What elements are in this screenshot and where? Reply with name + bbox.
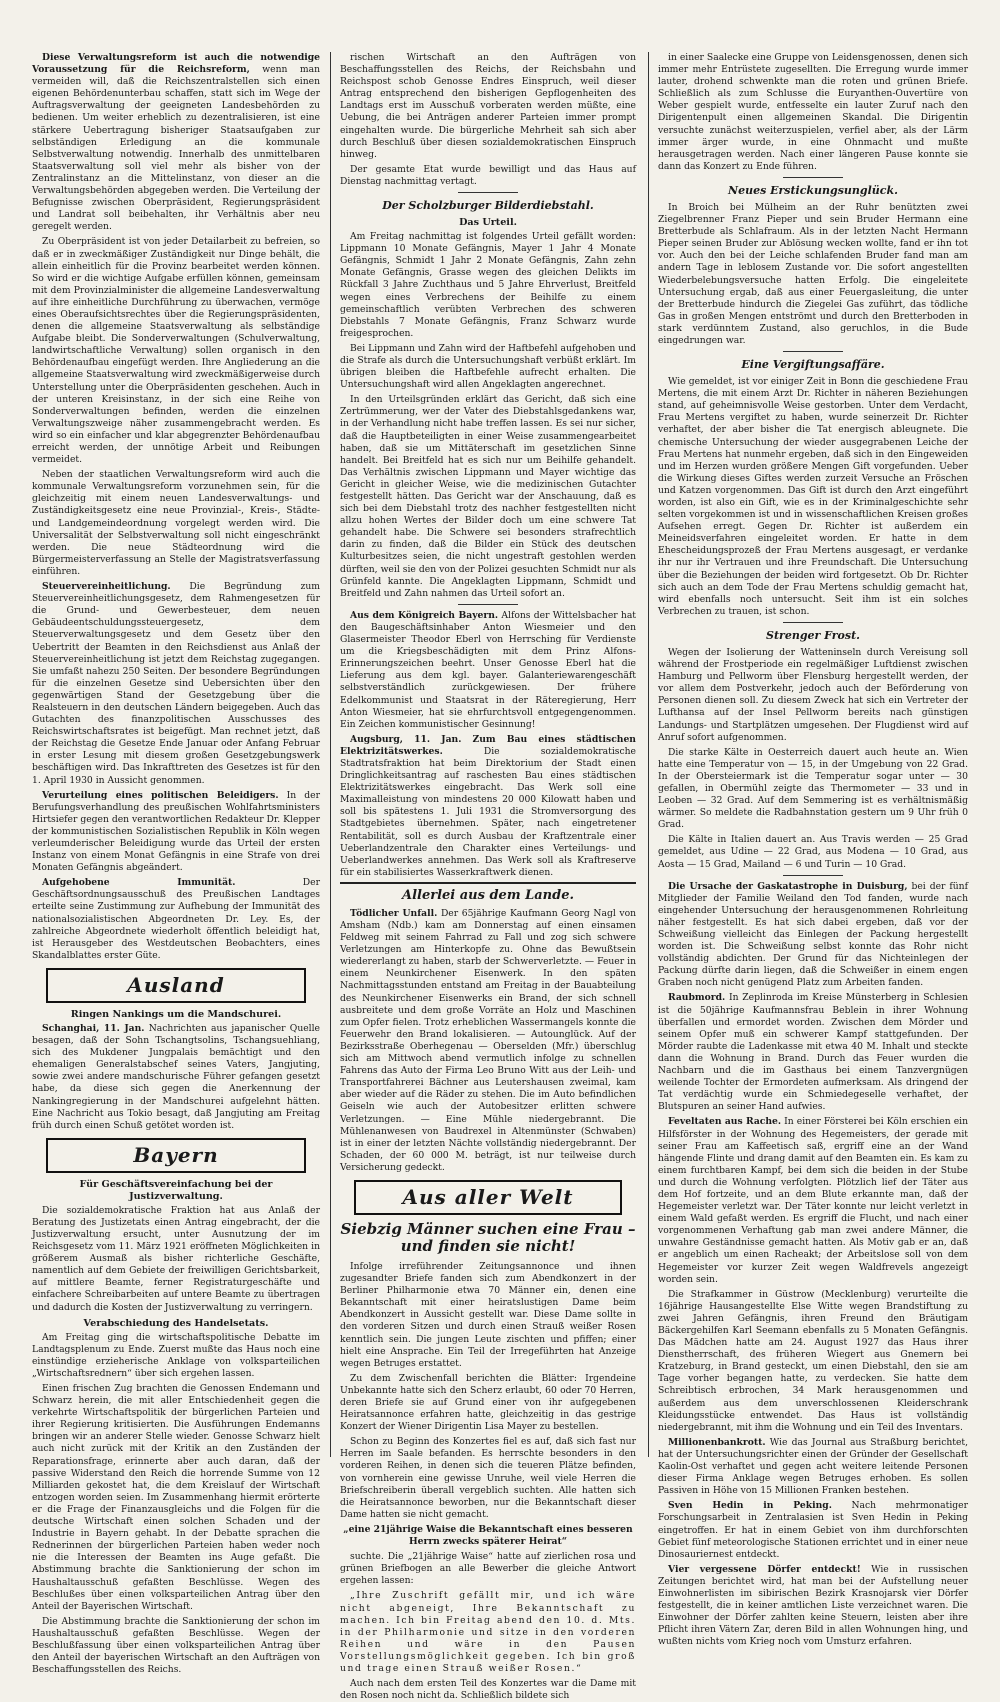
paragraph: Am Freitag ging die wirtschaftspolitische Debatte im Landtagsplenum zu Ende. Zuerst mußte das Haus noch eine einstündige erzieherische Anklage von volksparteilichen „Wirtschaftsrednern“ über sich ergehen lassen.	[32, 1331, 320, 1379]
column-middle	[340, 52, 637, 1702]
paragraph: suchte. Die „21jährige Waise“ hatte auf zierlichen rosa und grünen Briefbogen an alle Bewerber die gleiche Antwort ergehen lassen:	[340, 1551, 636, 1587]
article-headline: Neues Erstickungsunglück.	[728, 183, 898, 197]
article-headline: Ringen Nankings um die Mandschurei.	[70, 1008, 282, 1020]
divider	[783, 351, 843, 352]
article-headline: Strenger Frost.	[766, 628, 860, 642]
paragraph: Die Strafkammer in Güstrow (Mecklenburg) verurteilte die 16jährige Hausangestellte Else Witte wegen Brandstiftung zu zwei Jahren Gefängnis, ihren Freund den Bräutigam Bäckergehilfen Karl Seemann ebenfalls zu 5 Monaten Gefängnis. Das Mädchen hatte am 24. August 1927 das Haus ihrer Dienstherrschaft, des früheren Wiegert aus Gnemern bei Kratzeburg, in Brand gesteckt, um einen Diebstahl, den sie am Tage vorher begangen hatte, zu verdecken. Sie hatte dem Schreibtisch erbrochen, 34 Mark herausgenommen und außerdem aus dem unverschlossenen Kleiderschrank Kleidungsstücke entwendet. Das Haus ist vollständig niedergebrannt, mit ihm die Wohnung und ein Teil des Inventars.	[658, 1288, 968, 1433]
paragraph: Am Freitag nachmittag ist folgendes Urteil gefällt worden: Lippmann 10 Monate Gefängnis, Mayer 1 Jahr 4 Monate Gefängnis, Schmidt 1 Jahr 2 Monate Gefängnis, Zahn zehn Monate Gefängnis, Grasse wegen des gleichen Delikts im Rückfall 3 Jahre Zuchthaus und 5 Jahre Ehrverlust, Breitfeld wegen eines Verbrechens der Beihilfe zu einem gemeinschaftlich verübten Verbrechen des schweren Diebstahls 7 Monate Gefängnis, Franz Schwarz wurde freigesprochen.	[340, 231, 636, 339]
paragraph: Die Abstimmung brachte die Sanktionierung der schon im Haushaltausschuß gefaßten Beschlüsse. Wegen der Beschlußfassung über einen volksparteilichen Antrag über den Anteil der bayerischen Wirtschaft an den Aufträgen von Beschaffungsstellen des Reichs.	[32, 1615, 320, 1676]
paragraph: Infolge irreführender Zeitungsannonce und ihnen zugesandter Briefe fanden sich zum Abendkonzert in der Berliner Philharmonie etwa 70 Männer ein, denen eine Bekanntschaft mit einer heiratslustigen Dame beim Abendkonzert in Aussicht gestellt war. Diese Dame sollte in den vorderen Sitzen und durch einen Strauß weißer Rosen kenntlich sein. Die jungen Leute zischten und pfiffen; einer hielt eine Ansprache. Ein Teil der Irregeführten hat Anzeige wegen Betruges erstattet.	[340, 1260, 636, 1369]
column-left	[32, 52, 321, 1676]
paragraph: in einer Saalecke eine Gruppe von Leidensgenossen, denen sich immer mehr Entrüstete zugesellten. Die Erregung wurde immer lauter, drohend schwenkte man die roten und grünen Briefe. Schließlich als zum Schlusse die Euryanthen-Ouvertüre von Weber gespielt wurde, entfesselte ein lauter Zuruf nach den Dirigentenpult einen allgemeinen Skandal. Die Dirigentin versuchte zunächst weiterzuspielen, verfiel aber, als der Lärm immer ärger wurde, in eine Ohnmacht und mußte herausgetragen werden. Nach einer längeren Pause konnte sie dann das Konzert zu Ende führen.	[658, 52, 968, 172]
paragraph: Wegen der Isolierung der Watteninseln durch Vereisung soll während der Frostperiode ein regelmäßiger Luftdienst zwischen Hamburg und Pellworm über Flensburg hergestellt werden, der vor allem dem Postverkehr, jedoch auch der Beförderung von Personen dienen soll. Zu diesem Zweck hat sich ein Vertreter der Lufthansa auf der Insel Pellworm bereits nach günstigen Landungs- und Startplätzen umgesehen. Der Flugdienst wird auf Anruf sofort aufgenommen.	[658, 646, 968, 743]
section-heading-bayern: Bayern	[46, 1138, 306, 1173]
paragraph: „Ihre Zuschrift gefällt mir, und ich wäre nicht abgeneigt, Ihre Bekanntschaft zu machen. Ich bin Freitag abend den 10. d. Mts. in der Philharmonie und sitze in den vorderen Reihen und wäre in den Pausen Vorstellungsmöglichkeit gegeben. Ich bin groß und trage einen Strauß weißer Rosen.“	[340, 1590, 636, 1674]
section-heading-ausland: Ausland	[46, 968, 306, 1003]
paragraph: Vier vergessene Dörfer entdeckt! Wie in russischen Zeitungen berichtet wird, hat man bei der Aufstellung neuer Einwohnerlisten im sibirischen Bezirk Krasnojarsk vier Dörfer festgestellt, die in keiner amtlichen Liste verzeichnet waren. Die Einwohner der Dörfer zahlten keine Steuern, leisten aber ihre Pflicht ihren Vätern Zar, deren Bild in allen Wohnungen hing, und wußten nichts vom Krieg noch vom Umsturz erfahren.	[658, 1563, 968, 1648]
paragraph: Wie gemeldet, ist vor einiger Zeit in Bonn die geschiedene Frau Mertens, die mit einem Arzt Dr. Richter in näheren Beziehungen stand, auf geheimnisvolle Weise gestorben. Unter dem Verdacht, Frau Mertens vergiftet zu haben, wurde seinerzeit Dr. Richter verhaftet, der aber bisher die Tat energisch ableugnete. Die chemische Untersuchung der wieder ausgegrabenen Leiche der Frau Mertens hat nunmehr ergeben, daß sich in den Eingeweiden und im Herzen wurden größere Mengen Gift vorgefunden. Ueber die Wirkung dieses Giftes werden zurzeit Versuche an Fröschen und Katzen vorgenommen. Das Gift ist durch den Arzt eingeführt worden, ist also ein Gift, wie es in der Kriminalgeschichte sehr selten vorgekommen ist und in wissenschaftlichen Kreisen großes Aufsehen erregt. Gegen Dr. Richter ist außerdem ein Meineidsverfahren eingeleitet worden. Er hatte in dem Ehescheidungsprozeß der Frau Mertens ausgesagt, er verdanke ihr nur ihr Vertrauen und ihre Freundschaft. Die Untersuchung über die Beziehungen der beiden wird fortgesetzt. Ob Dr. Richter sich auch an dem Tode der Frau Mertens schuldig gemacht hat, wird ebenfalls noch untersucht. Seit ihm ist ein solches Verbrechen zu trauen, ist schon.	[658, 376, 968, 617]
paragraph: In Broich bei Mülheim an der Ruhr benützten zwei Ziegelbrenner Franz Pieper und sein Bruder Hermann eine Bretterbude als Schlafraum. Als in der letzten Nacht Hermann Pieper seinen Bruder zur Ablösung wecken wollte, fand er ihn tot vor. Auch den bei der Leiche schlafenden Bruder fand man am andern Tage in leblosem Zustande vor. Die sofort angestellten Wiederbelebungsversuche hatten Erfolg. Die eingeleitete Untersuchung ergab, daß aus einer Feuergasleitung, die unter der Bretterbude hindurch die Ziegelei Gas zuführt, das tödliche Gas in großen Mengen entströmt und durch den Bretterboden in stark verdünntem Zustand, also geruchlos, in die Bude eingedrungen war.	[658, 201, 968, 346]
article-headline: Der Scholzburger Bilderdiebstahl.	[382, 199, 594, 213]
paragraph: Die Kälte in Italien dauert an. Aus Travis werden — 25 Grad gemeldet, aus Udine — 22 Grad, aus Modena — 10 Grad, aus Aosta — 15 Grad, Mailand — 6 und Turin — 10 Grad.	[658, 834, 968, 870]
paragraph: Diese Verwaltungsreform ist auch die notwendige Voraussetzung für die Reichsreform, wenn man vermeiden will, daß die Reichszentralstellen sich einen eigenen Behördenunterbau schaffen, statt sich im Wege der Auftragsverwaltung der geeigneten Landesbehörden zu bedienen. Um weiter erheblich zu dezentralisieren, ist eine stärkere Uebertragung bisheriger Staatsaufgaben zur selbständigen Erledigung an die kommunale Selbstverwaltung notwendig. Innerhalb des unmittelbaren Staatsverwaltung soll viel mehr als bisher von der Zentralinstanz an die Mittelinstanz, von dieser an die Verwaltungsbehörden abgegeben werden. Die Verteilung der Befugnisse zwischen Oberpräsident, Regierungspräsident und Landrat soll beibehalten, ihr Verhältnis aber neu geregelt werden.	[32, 52, 320, 233]
paragraph: In den Urteilsgründen erklärt das Gericht, daß sich eine Zertrümmerung, wer der Vater des Diebstahlsgedankens war, in der Verhandlung nicht habe treffen lassen. Es sei nur sicher, daß die Hauptbeteiligten in einer Weise zusammengearbeitet haben, daß sie um Mittäterschaft im gesetzlichen Sinne handelt. Bei Breitfeld hat es sich nur um Beihilfe gehandelt. Das Verhältnis zwischen Lippmann und Mayer wichtige das Gericht in gleicher Weise, wie die medizinischen Gutachter festgestellt hätten. Das Gericht war der Anschauung, daß es sich bei dem Diebstahl trotz des nachher festgestellten nicht allzu hohen Wertes der Bilder doch um eine schwere Tat gehandelt habe. Die Schwere sei besonders strafrechtlich darin zu finden, daß die Bilder ein Stück des deutschen Kulturbesitzes seien, die nicht ungestraft gestohlen werden dürften, weil sie den von der Polizei gesuchten Schmidt nur als Grünfeld kannte. Die Angeklagten Lippmann, Schmidt und Breitfeld und Zahn nahmen das Urteil sofort an.	[340, 394, 636, 599]
article-headline: Verabschiedung des Handelsetats.	[83, 1317, 269, 1329]
paragraph: Raubmord. In Zeplinroda im Kreise Münsterberg in Schlesien ist die 50jährige Kaufmannsfrau Beblein in ihrer Wohnung überfallen und ermordet worden. Zwischen dem Mörder und seinem Opfer muß ein schwerer Kampf stattgefunden. Der Mörder raubte die Ladenkasse mit etwa 40 M. Inhalt und steckte dann die Wohnung in Brand. Durch das Feuer wurden die Nachbarn und die im Gasthaus bei einem Tanzvergnügen weilende Tochter der Ermordeten aufmerksam. Als dringend der Tat verdächtig wurde ein Schmiedegeselle verhaftet, der Blutspuren an seiner Hand aufwies.	[658, 992, 968, 1113]
paragraph: Verurteilung eines politischen Beleidigers. In der Berufungsverhandlung des preußischen Wohlfahrtsministers Hirtsiefer gegen den verantwortlichen Redakteur Dr. Klepper der kommunistischen Sozialistischen Republik in Köln wegen verleumderischer Beleidigung wurde das Urteil der ersten Instanz von einem Monat Gefängnis in eine Strafe von drei Monaten Gefängnis abgeändert.	[32, 789, 321, 874]
paragraph: rischen Wirtschaft an den Aufträgen von Beschaffungsstellen des Reichs, der Reichsbahn und Reichspost schob Genosse Endres Einspruch, weil dieser Antrag entsprechend den bisherigen Gepflogenheiten des Landtags erst im Ausschuß vorberaten werden müßte, eine Uebung, die bei Anträgen anderer Parteien immer prompt eingehalten wurde. Die bürgerliche Mehrheit sah sich aber durch Beschluß über diesen sozialdemokratischen Einspruch hinweg.	[340, 52, 636, 160]
divider	[458, 192, 518, 193]
paragraph: Aus dem Königreich Bayern. Alfons der Wittelsbacher hat den Baugeschäftsinhaber Anton Wiesmeier und den Glasermeister Theodor Eberl von Herrsching für Verdienste um die Kriegsbeschädigten mit dem Prinz Alfons-Erinnerungszeichen beehrt. Unser Genosse Eberl hat die Lieferung aus dem kgl. bayer. Galanteriewarengeschäft selbstverständlich zurückgewiesen. Der frühere Edelkommunist und Staatsrat in der Räteregierung, Herr Anton Wiesmeier, hat sie ehrfurchtsvoll entgegengenommen. Ein Zeichen kommunistischer Gesinnung!	[340, 609, 636, 730]
paragraph: Zu dem Zwischenfall berichten die Blätter: Irgendeine Unbekannte hatte sich den Scherz erlaubt, 60 oder 70 Herren, deren Briefe sie auf Grund einer von ihr aufgegebenen Heiratsannonce erfahren hatte, gleichzeitig in das gestrige Konzert der Wiener Dirigentin Lisa Mayer zu bestellen.	[340, 1372, 636, 1433]
column-right	[658, 52, 969, 1648]
column-rule	[648, 52, 649, 1457]
paragraph: Aufgehobene Immunität. Der Geschäftsordnungsausschuß des Preußischen Landtages erteilte seine Zustimmung zur Aufhebung der Immunität des nationalsozialistischen Abgeordneten Dr. Ley. Es, der zahlreiche Abgeordnete wiederholt öffentlich beleidigt hat, ist Herausgeber des Westdeutschen Beobachters, eines Skandalblattes erster Güte.	[32, 877, 320, 961]
divider	[783, 622, 843, 623]
paragraph: Millionenbankrott. Wie das Journal aus Straßburg berichtet, hat der Untersuchungsrichter einen der Gründer der Gesellschaft Kaolin-Ost verhaftet und gegen acht weitere leitende Personen dieser Firma Anklage wegen Betruges erhoben. Es sollen Passiven in Höhe von 15 Millionen Franken bestehen.	[658, 1436, 969, 1497]
article-headline: Eine Vergiftungsaffäre.	[741, 358, 885, 372]
paragraph: Bei Lippmann und Zahn wird der Haftbefehl aufgehoben und die Strafe als durch die Untersuchungshaft verbüßt erklärt. Im übrigen bleiben die Haftbefehle aufrecht erhalten. Die Untersuchungshaft wird allen Angeklagten angerechnet.	[340, 342, 636, 391]
paragraph: Steuervereinheitlichung. Die Begründung zum Steuervereinheitlichungsgesetz, dem Rahmengesetzen für die Grund- und Gewerbesteuer, dem neuen Gebäudeentschuldungssteuergesetz, dem Steuerverwaltungsgesetz und dem Gesetz über den Uebertritt der Beamten in den Reichsdienst aus Anlaß der Steuervereinheitlichung ist jetzt dem Reichstag zugegangen. Sie umfaßt nahezu 250 Seiten. Der besondere Begründungen für die einzelnen Gesetze sind Uebersichten über den gegenwärtigen Stand der Gesetzgebung über die Realsteuern in den deutschen Ländern beigegeben. Auch das Gutachten des finanzpolitischen Ausschusses des Reichswirtschaftsrates ist beigefügt. Man rechnet jetzt, daß der Reichstag die Gesetze Ende Januar oder Anfang Februar in erster Lesung mit diesem großen Gesetzgebungswerk beschäftigen wird. Das Inkrafttreten des Gesetzes ist für den 1. April 1930 in Aussicht genommen.	[32, 581, 321, 786]
article-headline: Für Geschäftsvereinfachung bei der Justizverwaltung.	[79, 1178, 273, 1202]
paragraph: Der gesamte Etat wurde bewilligt und das Haus auf Dienstag nachmittag vertagt.	[340, 163, 636, 187]
paragraph: Die sozialdemokratische Fraktion hat aus Anlaß der Beratung des Justizetats einen Antrag eingebracht, der die Justizverwaltung ersucht, unter Ausnutzung der im Reichsgesetz vom 11. März 1921 eröffneten Möglichkeiten in größerem Ausmaß als bisher richterliche Geschäfte, namentlich auf dem Gebiete der freiwilligen Gerichtsbarkeit, auf mittlere Beamte, ferner Registraturgeschäfte und einfachere Schreibarbeiten auf untere Beamte zu übertragen und dadurch die Kosten der Justizverwaltung zu verringern.	[32, 1204, 320, 1313]
article-headline: Allerlei aus dem Lande.	[401, 887, 575, 903]
paragraph: Zu Oberpräsident ist von jeder Detailarbeit zu befreien, so daß er in zweckmäßiger Zuständigkeit nur Dinge behält, die allein einheitlich für die Provinz bearbeitet werden können. So wird er die wichtige Aufgabe erfüllen können, gemeinsam mit dem Provinzialminister die allgemeine Landesverwaltung auf ihre einheitliche Durchführung zu überwachen, vermöge eines Oberaufsichtsrechtes über die Regierungspräsidenten, denen die allgemeine Staatsverwaltung als selbständige Aufgabe bleibt. Die Sonderverwaltungen (Schulverwaltung, landwirtschaftliche Verwaltung) sollen organisch in den Behördenaufbau eingefügt werden. Ihre Angliederung an die allgemeine Staatsverwaltung wird zweckmäßigerweise durch Unterstellung unter die Oberpräsidenten geschehen. Auch in der unteren Kreisinstanz, in der sich eine Reihe von Sonderverwaltungen befinden, werden die einzelnen Verwaltungszweige näher zusammengebracht werden. Es wird so ein einfacher und klar abgegrenzter Behördenaufbau erreicht werden, der unnötige Arbeit und Reibungen vermeidet.	[32, 236, 320, 466]
divider	[783, 177, 843, 178]
paragraph: Sven Hedin in Peking. Nach mehrmonatiger Forschungsarbeit in Zentralasien ist Sven Hedin in Peking eingetroffen. Er hat in einem Gebiet von ihm durchforschten Gebiet fünf meteorologische Stationen errichtet und in einer neue Dinosauriernest entdeckt.	[658, 1500, 969, 1560]
article-subheadline: Das Urteil.	[459, 217, 517, 229]
paragraph: Einen frischen Zug brachten die Genossen Endemann und Schwarz herein, die mit aller Entschiedenheit gegen die verkehrte Wirtschaftspolitik der bürgerlichen Parteien und ihrer Regierung kritisierten. Die Ausführungen Endemanns bringen wir an anderer Stelle wieder. Genosse Schwarz hielt auch nicht zurück mit der Kritik an den Zuständen der Reparationsfrage, erinnerte aber auch daran, daß der passive Widerstand den Reich die horrende Summe von 12 Milliarden gekostet hat, die dem Kreislauf der Wirtschaft entzogen worden seien. Im Zusammenhang hiermit erörterte er die Frage der Finanzausgleichs und die Folgen für die deutsche Wirtschaft einen solchen Schaden und der Industrie in Bayern gehabt. In der Debatte sprachen die Rednerinnen der bürgerlichen Parteien haben weder noch nie die Interessen der Beamten ins Auge gefaßt. Die Abstimmung brachte die Sanktionierung der schon im Haushaltausschuß gefaßten Beschlüsse. Wegen des Beschlußes über einen volksparteilichen Antrag über den Anteil der Bayerischen Wirtschaft.	[32, 1383, 320, 1612]
paragraph: „eine 21jährige Waise die Bekanntschaft eines besseren Herrn zwecks späterer Heirat“	[343, 1523, 633, 1548]
paragraph: Auch nach dem ersten Teil des Konzertes war die Dame mit den Rosen noch nicht da. Schließlich bildete sich	[340, 1678, 636, 1702]
column-rule	[330, 52, 331, 1457]
paragraph: Neben der staatlichen Verwaltungsreform wird auch die kommunale Verwaltungsreform vorzunehmen sein, für die gleichzeitig mit einem neuen Landesverwaltungs- und Zuständigkeitsgesetz eine neue Provinzial-, Kreis-, Städte- und Landgemeindeordnung vorgelegt werden wird. Die Universalität der Selbstverwaltung soll nicht eingeschränkt werden. Die neue Städteordnung wird die Bürgermeisterverfassung an Stelle der Magistratsverfassung einführen.	[32, 469, 320, 577]
paragraph: Die starke Kälte in Oesterreich dauert auch heute an. Wien hatte eine Temperatur von — 15, in der Umgebung von 22 Grad. In der Obersteiermark ist die Temperatur sogar unter — 30 gefallen, in Obermühl zeigte das Thermometer — 33 und in Leoben — 32 Grad. Auf dem Semmering ist es verhältnismäßig wärmer. So meldete die Radbahnstation gestern um 9 Uhr früh 0 Grad.	[658, 746, 968, 831]
divider	[458, 604, 518, 605]
paragraph: Schanghai, 11. Jan. Nachrichten aus japanischer Quelle besagen, daß der Sohn Tschangtsolins, Tschangsuehliang, sich des Mukdener Jungpalais bemächtigt und den ehemaligen Generalstabschef seines Vaters, Jangjuting, sowie zwei andere mandschurische Führer gefangen gesetzt habe, da diese sich gegen die Anerkennung der Nankingregierung in der Mandschurei aufgelehnt hätten. Eine Nachricht aus Tokio besagt, daß Jangjuting am Freitag früh durch einen Schuß getötet worden ist.	[32, 1022, 320, 1131]
paragraph: Die Ursache der Gaskatastrophe in Duisburg, bei der fünf Mitglieder der Familie Weiland den Tod fanden, wurde nach eingehender Untersuchung der herausgenommenen Rohrleitung näher festgestellt. Es hat sich dabei ergeben, daß vor der Schweißung vielleicht das Einlegen der Packung hergestellt worden ist. Die Schweißung selbst konnte das Rohr nicht vollständig abdichten. Der Grund für das Nichteinlegen der Packung dürfte darin liegen, daß die Schweißer in einem engen Graben noch nicht genügend Platz zum Arbeiten fanden.	[658, 880, 968, 989]
paragraph: Feveltaten aus Rache. In einer Försterei bei Köln erschien ein Hilfsförster in der Wohnung des Hegemeisters, der gerade mit seiner Frau am Kaffeetisch saß, ergriff eine an der Wand hängende Flinte und drang damit auf den Beamten ein. Es kam zu einem furchtbaren Kampf, bei dem sich die beiden in der Stube und durch die Wohnung verfolgten. Plötzlich lief der Täter aus dem Hof fortzeite, und an dem Blute erkannte man, daß der Hegemeister verletzt war. Der Täter konnte nur leicht verletzt in einem Wald gefaßt werden. Es ergriff die Flucht, und nach einer vorgenommenen Verhaftung gab man zwei andere Männer, die unwahre Geständnisse gemacht hatten. Als Motiv gab er an, daß er angeblich um einen Racheakt; der Arbeitslose soll von dem Hegemeister vor kurzer Zeit wegen Waldfrevels angezeigt worden sein.	[658, 1116, 968, 1285]
divider	[783, 875, 843, 876]
section-heading-aus-aller-welt: Aus aller Welt	[354, 1180, 622, 1215]
newspaper-page	[22, 52, 978, 1702]
divider	[340, 882, 636, 884]
article-headline: Siebzig Männer suchen eine Frau – und finden sie nicht!	[340, 1219, 636, 1255]
paragraph: Schon zu Beginn des Konzertes fiel es auf, daß sich fast nur Herren im Saale befanden. Es herrschte besonders in den vorderen Reihen, in denen sich die teueren Plätze befinden, von vornherein eine gewisse Unruhe, weil viele Herren die Briefschreiberin überall vergeblich suchten. Alle hatten sich die Heiratsannonce beworben, nur die Bekanntschaft dieser Dame hatten sie nicht gemacht.	[340, 1436, 636, 1520]
paragraph: Tödlicher Unfall. Der 65jährige Kaufmann Georg Nagl von Amsham (Ndb.) kam am Donnerstag auf einen einsamen Feldweg mit seinem Fahrrad zu Fall und zog sich schwere Verletzungen am Hinterkopfe zu. Ohne das Bewußtsein wiedererlangt zu haben, starb der Schwerverletzte. — Feuer in einem Neunkirchener Eisenwerk. In den späten Nachmittagsstunden entstand am Freitag in der Bauabteilung des Neunkirchener Eisenwerks ein Brand, der sich schnell ausbreitete und dem große Vorräte an Holz und Maschinen zum Opfer fielen. Trotz erheblichen Wassermangels konnte die Feuerwehr den Brand lokalisieren. — Autounglück. Auf der Bezirksstraße Oberhegenau — Oberselden (Mfr.) überschlug sich am Mittwoch abend vermutlich infolge zu schnellen Fahrens das Auto der Firma Leo Bruno Witt aus der Leih- und Transportfahrerei Bächner aus Leutershausen zweimal, kam aber wieder auf die Räder zu stehen. Die im Auto befindlichen Geiseln wie auch der Autobesitzer erlitten schwere Verletzungen. — Eine Mühle niedergebrannt. Die Mühlenanwesen von Baudrexel in Altenmünster (Schwaben) ist in einer der letzten Nächte vollständig niedergebrannt. Der Schaden, der 60 000 M. beträgt, ist nur teilweise durch Versicherung gedeckt.	[340, 907, 637, 1173]
paragraph: Augsburg, 11. Jan. Zum Bau eines städtischen Elektrizitätswerkes. Die sozialdemokratische Stadtratsfraktion hat beim Direktorium der Stadt einen Dringlichkeitsantrag auf raschesten Bau eines städtischen Elektrizitätswerkes eingebracht. Das Werk soll eine Maximalleistung von mindestens 20 000 Kilowatt haben und soll bis spätestens 1. Juli 1931 die Stromversorgung des Stadtgebietes übernehmen. Später, nach eingetretener Rentabilität, soll es durch Ausbau der Kraftzentrale einer Ueberlandzentrale den Charakter eines Verteilungs- und Ueberlandwerkes annehmen. Das Werk soll als Kraftreserve für ein stabilisiertes Wasserkraftwerk dienen.	[340, 733, 636, 878]
